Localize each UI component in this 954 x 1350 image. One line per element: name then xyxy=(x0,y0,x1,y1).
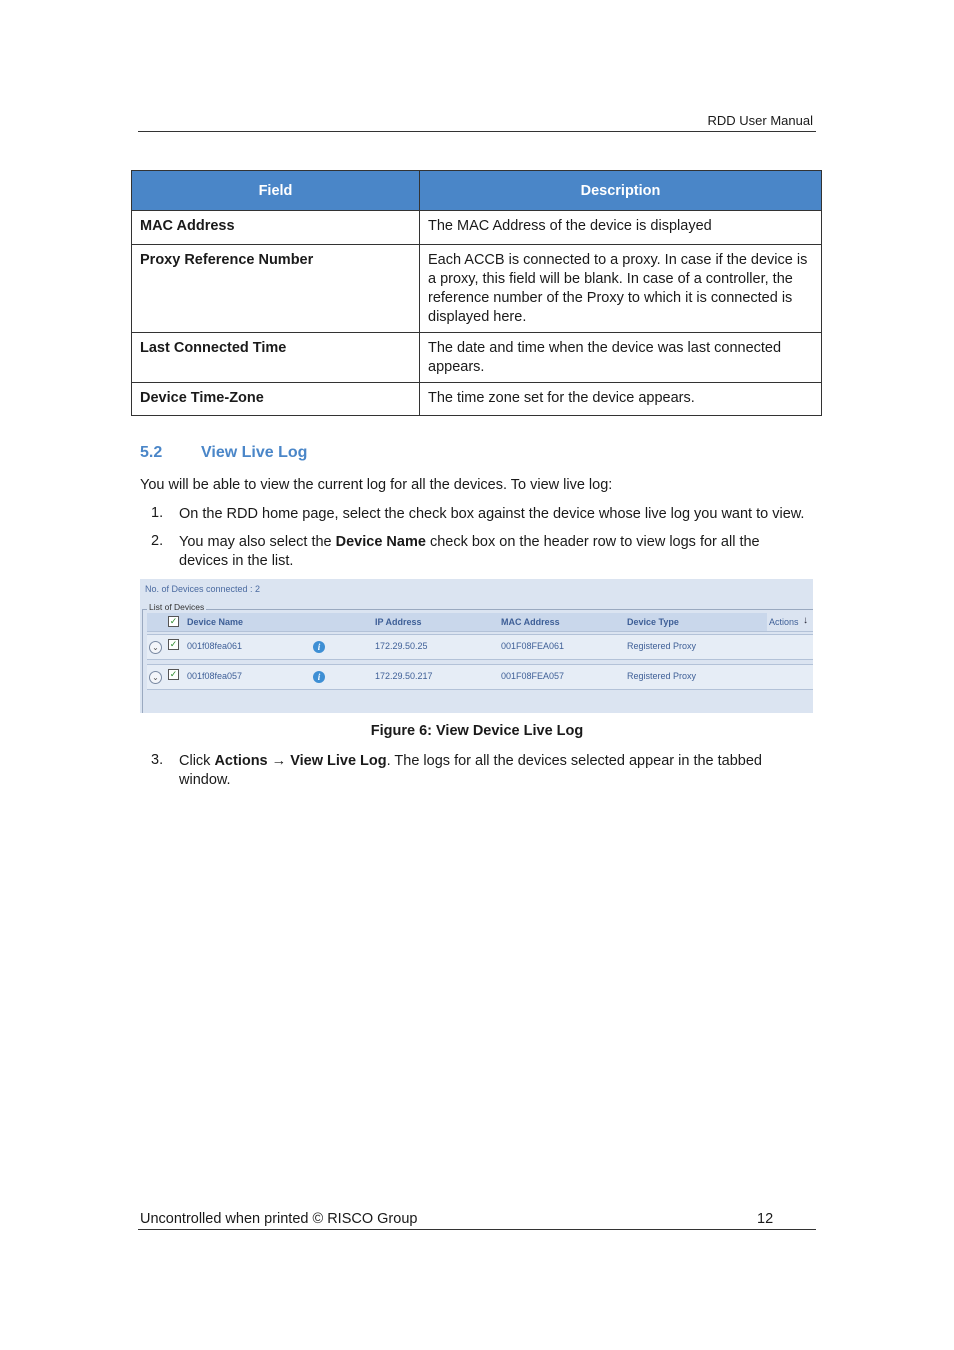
table-row xyxy=(132,333,822,383)
expand-row-icon[interactable]: ⌄ xyxy=(149,671,162,684)
table-row xyxy=(132,383,822,416)
select-all-checkbox[interactable]: ✓ xyxy=(169,616,178,626)
step-number: 2. xyxy=(151,533,164,549)
table-header-row xyxy=(132,171,822,211)
expand-row-icon[interactable]: ⌄ xyxy=(149,641,162,654)
right-arrow-icon: → xyxy=(271,753,287,769)
field-description: Each ACCB is connected to a proxy. In case if the device is a proxy, this field will be blank. In case of a controller, the reference number of the Proxy to which it is connected is displayed here. xyxy=(420,245,822,333)
step-text-part: You may also select the xyxy=(179,534,336,550)
step-text xyxy=(179,533,799,571)
mac-address-cell: 001F08FEA057 xyxy=(501,671,565,681)
step-number: 3. xyxy=(151,752,164,768)
ip-address-cell: 172.29.50.25 xyxy=(375,641,428,651)
column-header-device-name[interactable]: Device Name xyxy=(187,617,244,627)
step-text-part: . The logs for all the devices selected appear in the tabbed window. xyxy=(179,753,762,788)
step-text-part: Click xyxy=(179,753,215,769)
device-row xyxy=(147,664,813,690)
step-text-part: check box on the header row to view logs for all the devices in the list. xyxy=(179,534,760,569)
device-name-cell: 001f08fea057 xyxy=(187,671,243,681)
actions-menu-button[interactable] xyxy=(767,613,813,631)
section-title: View Live Log xyxy=(201,444,308,461)
devices-connected-label: No. of Devices connected : 2 xyxy=(145,584,261,594)
device-type-cell: Registered Proxy xyxy=(627,641,697,651)
table-row xyxy=(132,245,822,333)
step-text: On the RDD home page, select the check box against the device whose live log you want to view. xyxy=(179,506,805,522)
info-icon[interactable]: i xyxy=(313,641,325,653)
figure-caption: Figure 6: View Device Live Log xyxy=(370,723,584,739)
column-header-device-type[interactable]: Device Type xyxy=(627,617,679,627)
device-list-screenshot xyxy=(140,579,813,713)
device-name-cell: 001f08fea061 xyxy=(187,641,243,651)
page-number: 12 xyxy=(757,1211,774,1227)
field-description: The time zone set for the device appears. xyxy=(420,383,822,416)
column-header-ip-address[interactable]: IP Address xyxy=(375,617,422,627)
field-name: Device Time-Zone xyxy=(132,383,420,416)
ip-address-cell: 172.29.50.217 xyxy=(375,671,433,681)
device-row xyxy=(147,634,813,660)
device-checkbox[interactable]: ✓ xyxy=(169,669,178,679)
header-divider xyxy=(138,131,816,132)
mac-address-cell: 001F08FEA061 xyxy=(501,641,565,651)
footer-divider xyxy=(138,1229,816,1230)
field-name: Proxy Reference Number xyxy=(132,245,420,333)
column-header-description: Description xyxy=(420,171,822,211)
step-bold-term: Actions xyxy=(214,753,268,769)
device-table-header xyxy=(147,613,813,632)
field-name: MAC Address xyxy=(132,211,420,245)
step-bold-term: Device Name xyxy=(335,534,426,550)
running-header: RDD User Manual xyxy=(707,113,813,128)
info-icon[interactable]: i xyxy=(313,671,325,683)
table-row xyxy=(132,211,822,245)
footer-notice: Uncontrolled when printed © RISCO Group xyxy=(140,1211,418,1227)
step-text xyxy=(179,752,799,790)
column-header-mac-address[interactable]: MAC Address xyxy=(501,617,560,627)
field-description-table xyxy=(131,170,822,416)
device-checkbox[interactable]: ✓ xyxy=(169,639,178,649)
arrow-down-icon: ↓ xyxy=(803,615,808,626)
step-number: 1. xyxy=(151,505,164,521)
step-bold-term: View Live Log xyxy=(290,753,387,769)
actions-label: Actions xyxy=(769,617,799,627)
device-type-cell: Registered Proxy xyxy=(627,671,697,681)
column-header-field: Field xyxy=(132,171,420,211)
field-description: The date and time when the device was last connected appears. xyxy=(420,333,822,383)
device-list-legend: List of Devices xyxy=(149,602,205,612)
field-description: The MAC Address of the device is displayed xyxy=(420,211,822,245)
field-name: Last Connected Time xyxy=(132,333,420,383)
intro-paragraph: You will be able to view the current log for all the devices. To view live log: xyxy=(140,477,613,493)
section-number: 5.2 xyxy=(140,444,163,461)
